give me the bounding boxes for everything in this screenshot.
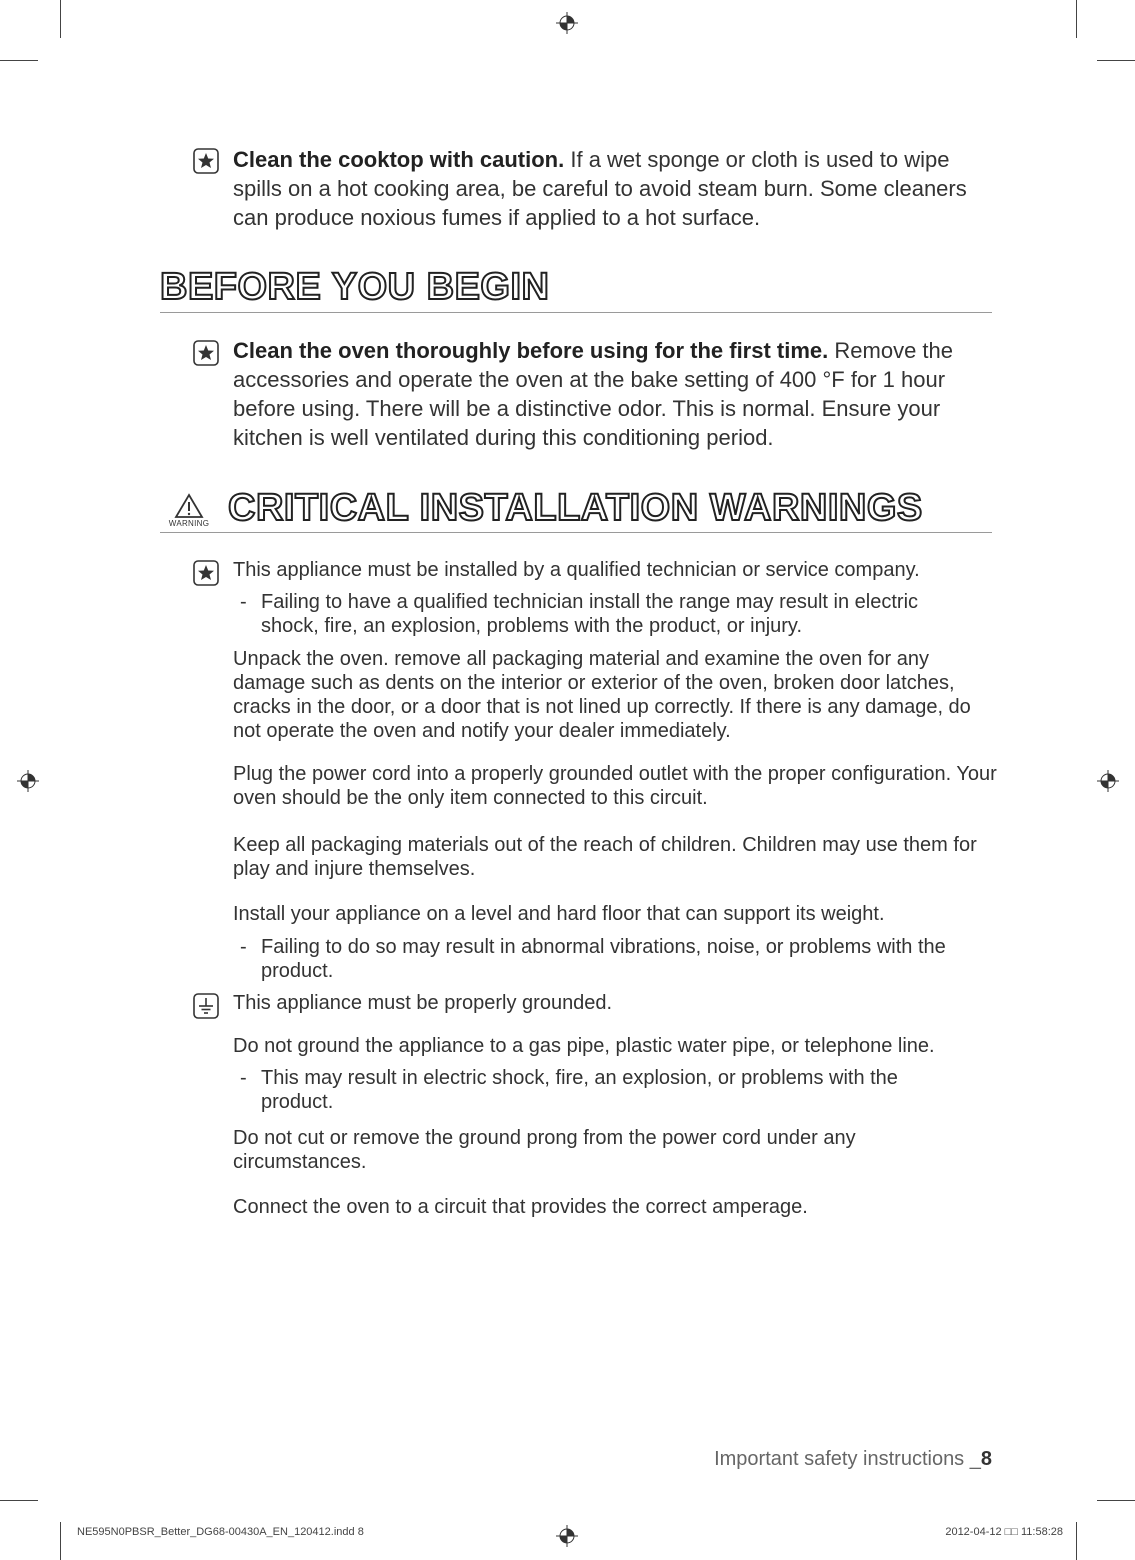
file-slug-right: 2012-04-12 □□ 11:58:28 — [945, 1526, 1063, 1538]
crop-mark — [0, 1500, 38, 1501]
crop-mark — [60, 1522, 61, 1560]
ground-icon — [193, 993, 219, 1019]
crop-mark — [0, 60, 38, 61]
amperage-paragraph: Connect the oven to a circuit that provides the correct amperage. — [233, 1196, 808, 1218]
crop-mark — [1076, 0, 1077, 38]
footer-label: Important safety instructions _ — [714, 1448, 981, 1470]
gas-pipe-paragraph: Do not ground the appliance to a gas pipe, plastic water pipe, or telephone line. — [233, 1035, 935, 1057]
star-icon — [193, 560, 219, 586]
registration-mark-icon — [556, 12, 578, 34]
crop-mark — [1097, 1500, 1135, 1501]
clean-oven-paragraph — [233, 336, 1003, 452]
crop-mark — [1076, 1522, 1077, 1560]
cooktop-caution-text: If a wet sponge or cloth is used to wipe spills on a hot cooking area, be careful to avoid steam burn. Some cleaners can produce noxious fumes if applied to a hot surface. — [233, 147, 967, 230]
unpack-paragraph: Unpack the oven. remove all packaging material and examine the oven for any damage such as dents on the interior or exterior of the oven, broken door latches, cracks in the door, or a door that is not lined up correctly. If there is any damage, do not operate the oven and notify your dealer immediately. — [233, 648, 971, 742]
registration-mark-icon — [17, 770, 39, 792]
star-icon — [193, 148, 219, 174]
registration-mark-icon — [556, 1525, 578, 1547]
before-you-begin-heading: BEFORE YOU BEGIN — [160, 268, 992, 313]
grounded-paragraph: This appliance must be properly grounded. — [233, 992, 613, 1014]
crop-mark — [60, 0, 61, 38]
file-slug-left: NE595N0PBSR_Better_DG68-00430A_EN_120412.indd 8 — [77, 1526, 364, 1538]
packaging-paragraph: Keep all packaging materials out of the reach of children. Children may use them for play and injure themselves. — [233, 834, 977, 880]
qualified-technician-subpoint: Failing to have a qualified technician install the range may result in electric shock, fire, an explosion, problems with the product, or injury. — [261, 591, 919, 637]
cooktop-caution-bold: Clean the cooktop with caution. — [233, 147, 565, 172]
clean-oven-text: Remove the accessories and operate the oven at the bake setting of 400 °F for 1 hour before using. There will be a distinctive odor. This is normal. Ensure your kitchen is well ventilated during this conditioning period. — [233, 338, 954, 450]
dash-bullet: - — [240, 936, 247, 958]
warning-label: WARNING — [168, 519, 210, 528]
registration-mark-icon — [1097, 770, 1119, 792]
level-floor-paragraph: Install your appliance on a level and hard floor that can support its weight. — [233, 903, 885, 925]
star-icon — [193, 340, 219, 366]
ground-prong-paragraph: Do not cut or remove the ground prong from the power cord under any circumstances. — [233, 1127, 856, 1173]
crop-mark — [1097, 60, 1135, 61]
dash-bullet: - — [240, 591, 247, 613]
level-floor-subpoint: Failing to do so may result in abnormal vibrations, noise, or problems with the product. — [261, 936, 946, 982]
critical-installation-warnings-heading: CRITICAL INSTALLATION WARNINGS — [160, 488, 992, 533]
clean-oven-bold: Clean the oven thoroughly before using for the first time. — [233, 338, 829, 363]
power-cord-paragraph: Plug the power cord into a properly grounded outlet with the proper configuration. Your oven should be the only item connected to this circuit. — [233, 763, 997, 809]
page-footer — [714, 1448, 992, 1471]
gas-pipe-subpoint: This may result in electric shock, fire, an explosion, or problems with the product. — [261, 1067, 898, 1113]
page-number: 8 — [980, 1448, 992, 1470]
qualified-technician-paragraph: This appliance must be installed by a qualified technician or service company. — [233, 559, 920, 581]
dash-bullet: - — [240, 1067, 247, 1089]
cooktop-caution-paragraph — [233, 145, 1003, 232]
